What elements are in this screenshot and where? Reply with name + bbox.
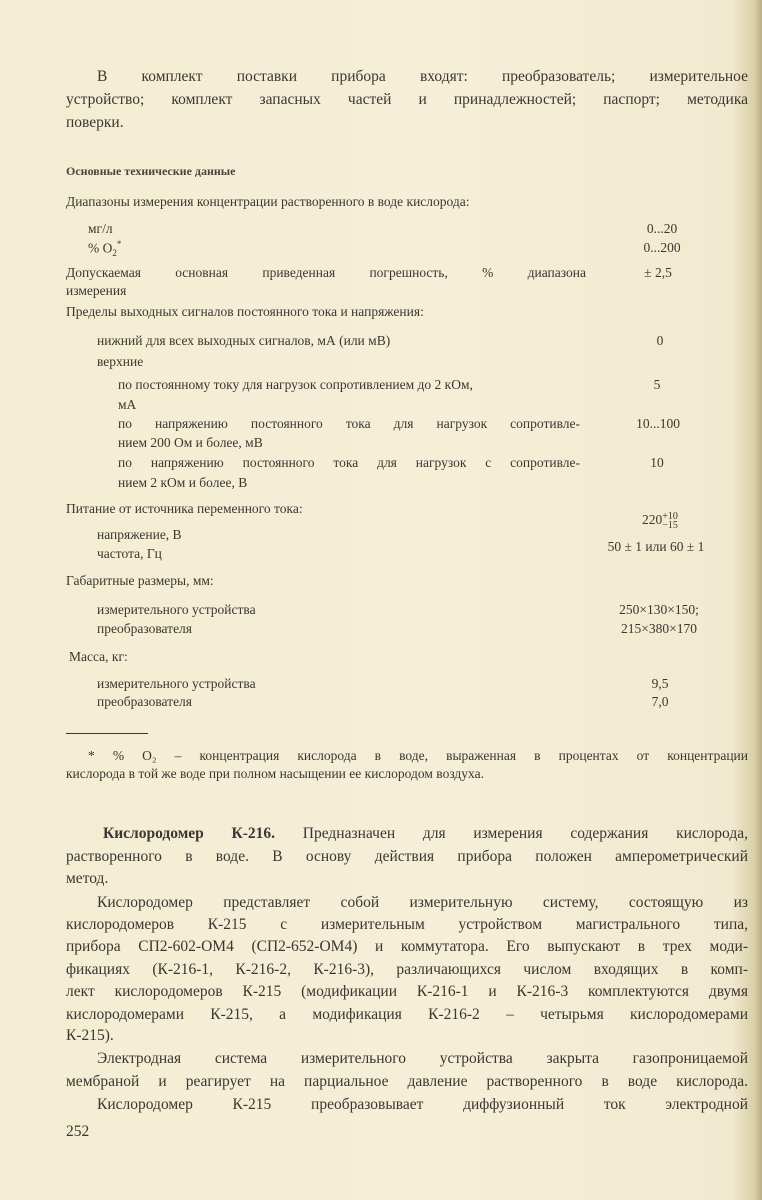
spec-label: мА — [118, 397, 137, 412]
voltage-value: 220 — [642, 512, 663, 528]
spec-label: Габаритные размеры, мм: — [66, 573, 214, 588]
intro-line: В комплект поставки прибора входят: преобразователь; измерительное — [97, 68, 748, 85]
k216-first-line — [66, 825, 748, 843]
spec-value: 0...20 — [646, 221, 678, 236]
k216-line: Кислородомер К-215 преобразовывает диффузионный ток электродной — [97, 1096, 748, 1113]
section-heading: Основные технические данные — [66, 164, 236, 178]
o2-label: % O — [88, 240, 113, 256]
spec-label: напряжение, В — [97, 527, 182, 542]
spec-label — [88, 239, 121, 258]
k216-line: Предназначен для измерения содержания кислорода, — [302, 825, 748, 842]
spec-value — [590, 512, 730, 530]
spec-value: 50 ± 1 или 60 ± 1 — [607, 539, 705, 554]
k216-line: кислородомерами К-215, а модификация К-216-2 – четырьмя кислородомерами — [66, 1006, 748, 1023]
spec-label: преобразователя — [97, 694, 193, 709]
voltage-tolerance-plus: +10 — [662, 511, 678, 522]
footnote-mark: * — [116, 239, 122, 249]
k216-line: фикациях (К-216-1, К-216-2, К-216-3), различающихся числом входящих в комп- — [66, 961, 748, 978]
spec-label: Диапазоны измерения концентрации растворенного в воде кислорода: — [66, 194, 470, 209]
spec-value: 215×380×170 — [621, 621, 697, 636]
intro-line: устройство; комплект запасных частей и принадлежностей; паспорт; методика — [66, 91, 748, 108]
spec-label: Масса, кг: — [69, 649, 128, 664]
spec-label: измерительного устройства — [97, 676, 256, 691]
k216-line: прибора СП2-602-ОМ4 (СП2-652-ОМ4) и коммутатора. Его выпускают в трех моди- — [66, 938, 748, 955]
spec-label: нижний для всех выходных сигналов, мА (или мВ) — [97, 333, 391, 348]
spec-label: по постоянному току для нагрузок сопротивлением до 2 кОм, — [118, 377, 473, 392]
spec-label: преобразователя — [97, 621, 193, 636]
spec-value: 7,0 — [651, 694, 669, 709]
spec-label: Питание от источника переменного тока: — [66, 501, 303, 516]
spec-label: мг/л — [88, 221, 113, 236]
footnote-line: кислорода в той же воде при полном насыщении ее кислородом воздуха. — [66, 766, 484, 781]
spec-label: измерительного устройства — [97, 602, 256, 617]
spec-label: по напряжению постоянного тока для нагрузок сопротивле- — [118, 416, 580, 431]
spec-value: 5 — [653, 377, 661, 392]
spec-label: Допускаемая основная приведенная погрешность, % диапазона — [66, 265, 586, 280]
k216-line: растворенного в воде. В основу действия прибора положен амперометрический — [66, 848, 748, 865]
spec-label: Пределы выходных сигналов постоянного тока и напряжения: — [66, 304, 424, 319]
spec-label: верхние — [97, 354, 144, 369]
spec-value: 0...200 — [643, 240, 681, 255]
k216-line: Электродная система измерительного устройства закрыта газопроницаемой — [97, 1050, 748, 1067]
spec-value: 10...100 — [636, 416, 680, 431]
footnote-divider — [66, 733, 148, 734]
spec-label: измерения — [66, 283, 127, 298]
spec-label: по напряжению постоянного тока для нагрузок с сопротивле- — [118, 455, 580, 470]
k216-line: лект кислородомеров К-215 (модификации К-216-1 и К-216-3 комплектуются двумя — [66, 983, 748, 1000]
voltage-tolerance-minus: −15 — [662, 520, 678, 531]
intro-line: поверки. — [66, 114, 124, 131]
spec-value: ± 2,5 — [644, 265, 672, 280]
o2-sub: 2 — [112, 248, 117, 259]
k216-line: Кислородомер представляет собой измерительную систему, состоящую из — [97, 894, 748, 911]
footnote-line: * % O₂ – концентрация кислорода в воде, выраженная в процентах от концентрации — [88, 748, 748, 763]
k216-line: мембраной и реагирует на парциальное давление растворенного в воде кислорода. — [66, 1073, 748, 1090]
spec-value: 10 — [650, 455, 664, 470]
k216-title: Кислородомер К-216. — [103, 825, 276, 842]
k216-line: кислородомеров К-215 с измерительным устройством магистрального типа, — [66, 916, 748, 933]
k216-line: метод. — [66, 870, 109, 887]
spec-label: частота, Гц — [97, 546, 162, 561]
k216-line: К-215). — [66, 1027, 114, 1044]
spec-value: 0 — [656, 333, 664, 348]
spec-value: 250×130×150; — [619, 602, 699, 617]
spec-value: 9,5 — [651, 676, 669, 691]
page-number: 252 — [66, 1123, 90, 1140]
spec-label: нием 2 кОм и более, В — [118, 475, 248, 490]
spec-label: нием 200 Ом и более, мВ — [118, 435, 263, 450]
